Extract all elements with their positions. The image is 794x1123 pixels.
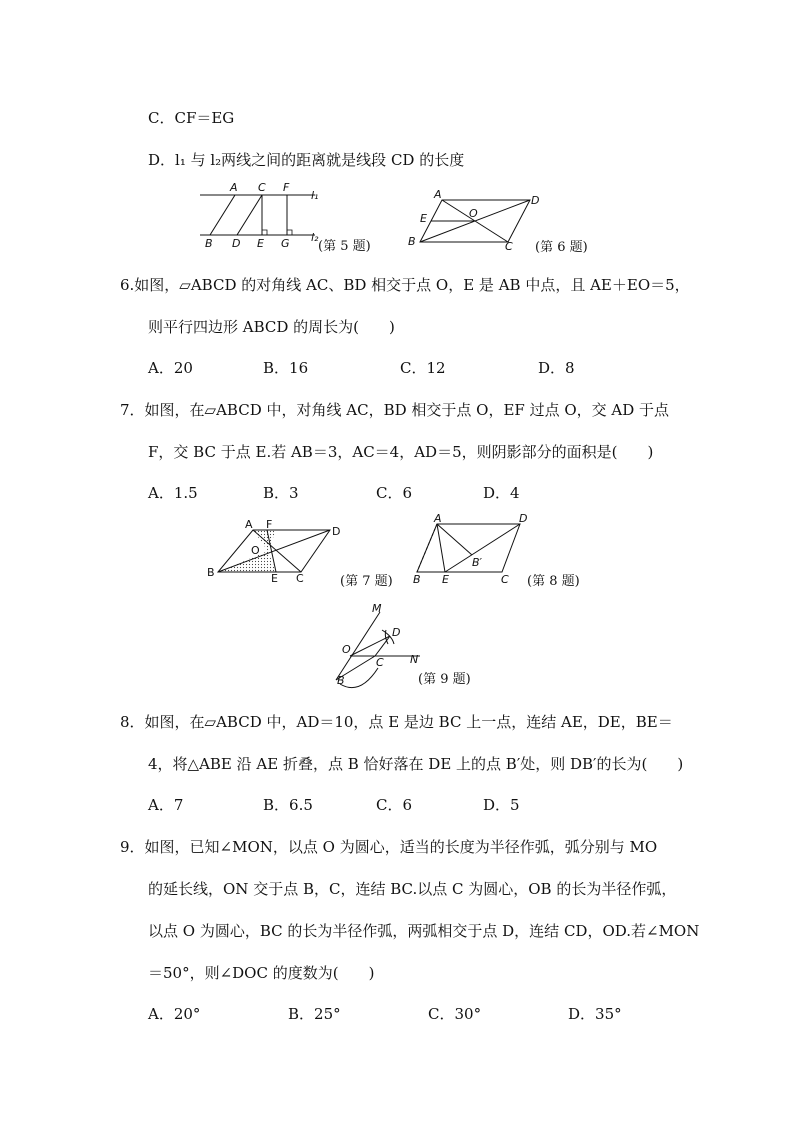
fig5-label-g: G — [281, 237, 290, 250]
fig5-label-a: A — [230, 181, 238, 194]
fig8-label-a: A — [434, 512, 442, 525]
q8-option-b[interactable]: B．6.5 — [263, 796, 313, 814]
fig6-caption: (第 6 题) — [535, 240, 588, 255]
fig6-label-d: D — [531, 194, 540, 207]
fig7-label-b: B — [207, 566, 215, 579]
fig6-label-o: O — [469, 207, 478, 220]
fig9-label-b: B — [337, 674, 345, 687]
q5-option-c: C．CF＝EG — [148, 109, 235, 127]
q7-line-1: 7．如图，在▱ABCD 中，对角线 AC，BD 相交于点 O，EF 过点 O，交 AD 于点 — [120, 401, 670, 419]
fig7-label-e: E — [271, 572, 278, 585]
q7-option-c[interactable]: C．6 — [376, 484, 413, 502]
q8-line-1: 8．如图，在▱ABCD 中，AD＝10，点 E 是边 BC 上一点，连结 AE，DE，BE＝ — [120, 713, 673, 731]
fig5-label-l1: l₁ — [311, 189, 319, 202]
q7-option-b[interactable]: B．3 — [263, 484, 299, 502]
fig9-label-m: M — [372, 602, 382, 615]
fig5-label-f: F — [283, 181, 290, 194]
q8-option-a[interactable]: A．7 — [148, 796, 184, 814]
fig7-label-f: F — [266, 518, 273, 531]
fig8-label-c: C — [501, 573, 509, 586]
q9-line-2: 的延长线，ON 交于点 B，C，连结 BC.以点 C 为圆心，OB 的长为半径作弧， — [148, 880, 677, 898]
fig8-label-b: B — [413, 573, 421, 586]
fig5-label-b: B — [205, 237, 213, 250]
q8-line-2: 4，将△ABE 沿 AE 折叠，点 B 恰好落在 DE 上的点 B′处，则 DB′的长为( ) — [148, 755, 684, 773]
q7-option-d[interactable]: D．4 — [483, 484, 520, 502]
q6-option-a[interactable]: A．20 — [148, 359, 193, 377]
q7-option-a[interactable]: A．1.5 — [148, 484, 198, 502]
figure-9 — [330, 600, 490, 690]
q9-option-c[interactable]: C．30° — [428, 1005, 482, 1023]
fig5-caption: (第 5 题) — [318, 239, 371, 254]
fig5-label-d: D — [232, 237, 241, 250]
fig6-label-c: C — [505, 240, 513, 253]
figure-7 — [200, 515, 400, 595]
fig5-label-l2: l₂ — [311, 231, 319, 244]
fig9-label-o: O — [342, 643, 351, 656]
fig7-label-o: O — [251, 544, 260, 557]
figure-8 — [410, 512, 610, 592]
fig5-label-c: C — [258, 181, 266, 194]
fig5-label-e: E — [257, 237, 264, 250]
fig6-label-e: E — [420, 212, 427, 225]
fig9-caption: (第 9 题) — [418, 672, 471, 687]
q9-option-b[interactable]: B．25° — [288, 1005, 341, 1023]
fig9-label-d: D — [392, 626, 401, 639]
q6-line-2: 则平行四边形 ABCD 的周长为( ) — [148, 318, 395, 336]
q6-option-c[interactable]: C．12 — [400, 359, 446, 377]
fig6-label-b: B — [408, 235, 416, 248]
q9-line-1: 9．如图，已知∠MON，以点 O 为圆心，适当的长度为半径作弧，弧分别与 MO — [120, 838, 658, 856]
q7-line-2: F，交 BC 于点 E.若 AB＝3，AC＝4，AD＝5，则阴影部分的面积是( ) — [148, 443, 654, 461]
q9-line-4: ＝50°，则∠DOC 的度数为( ) — [148, 964, 375, 982]
fig7-caption: (第 7 题) — [340, 574, 393, 589]
q9-option-d[interactable]: D．35° — [568, 1005, 622, 1023]
fig9-label-c: C — [376, 656, 384, 669]
fig8-label-e: E — [442, 573, 449, 586]
q5-option-d: D．l₁ 与 l₂两线之间的距离就是线段 CD 的长度 — [148, 151, 465, 169]
fig8-label-d: D — [519, 512, 528, 525]
fig8-label-b-prime: B′ — [472, 556, 483, 569]
q6-line-1: 6.如图，▱ABCD 的对角线 AC、BD 相交于点 O，E 是 AB 中点，且 AE＋EO＝5， — [120, 276, 690, 294]
fig7-label-a: A — [245, 518, 253, 531]
q8-option-c[interactable]: C．6 — [376, 796, 413, 814]
q6-option-b[interactable]: B．16 — [263, 359, 309, 377]
fig7-label-c: C — [296, 572, 304, 585]
figure-5 — [195, 180, 371, 260]
q9-option-a[interactable]: A．20° — [148, 1005, 201, 1023]
fig7-label-d: D — [332, 525, 341, 538]
q8-option-d[interactable]: D．5 — [483, 796, 520, 814]
q9-line-3: 以点 O 为圆心，BC 的长为半径作弧，两弧相交于点 D，连结 CD，OD.若∠MON — [148, 922, 700, 940]
fig6-label-a: A — [434, 188, 442, 201]
fig8-caption: (第 8 题) — [527, 574, 580, 589]
q6-option-d[interactable]: D．8 — [538, 359, 575, 377]
fig9-label-n: N — [410, 653, 419, 666]
figure-6 — [400, 188, 600, 258]
